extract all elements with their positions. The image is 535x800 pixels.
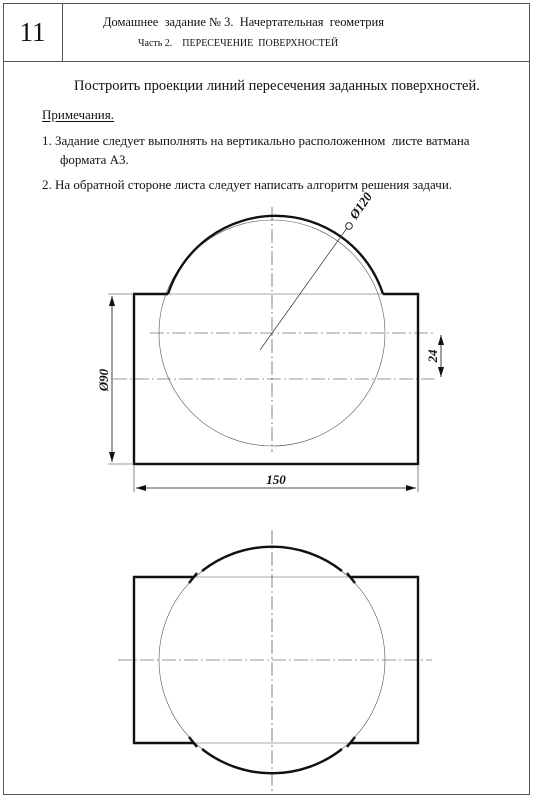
diameter-leader-line xyxy=(260,228,347,350)
sheet-number: 11 xyxy=(19,17,46,47)
note-1: 1. Задание следует выполнять на вертикально расположенном листе ватмана xyxy=(42,133,470,148)
offset-label: 24 xyxy=(425,349,440,363)
note-2: 2. На обратной стороне листа следует написать алгоритм решения задачи. xyxy=(42,177,453,192)
assignment-subtitle: Часть 2. ПЕРЕСЕЧЕНИЕ ПОВЕРХНОСТЕЙ xyxy=(138,38,339,49)
front-view xyxy=(96,189,441,492)
task-statement: Построить проекции линий пересечения заданных поверхностей. xyxy=(74,78,480,94)
sphere-arc-front xyxy=(168,216,383,294)
sphere-diameter-label: Ø120 xyxy=(346,189,376,222)
top-view xyxy=(118,530,432,793)
assignment-title: Домашнее задание № 3. Начертательная геометрия xyxy=(103,15,384,29)
notes-heading: Примечания. xyxy=(42,107,114,122)
cylinder-diameter-label: Ø90 xyxy=(96,368,111,392)
width-label: 150 xyxy=(266,472,286,487)
note-1-continuation: формата А3. xyxy=(60,152,129,167)
sphere-symbol-icon xyxy=(346,223,353,230)
